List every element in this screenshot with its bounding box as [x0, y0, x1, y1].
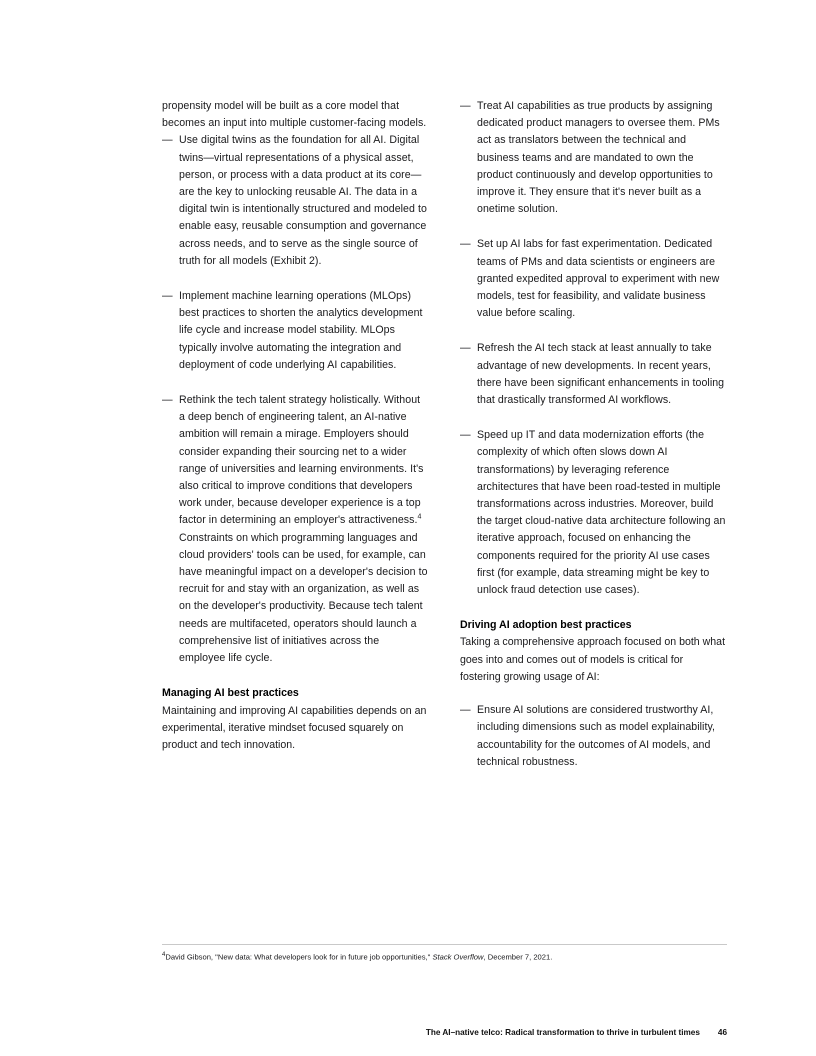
section-body-driving-ai-adoption: Taking a comprehensive approach focused on both what goes into and comes out of models is critical for fostering growing usage of AI: — [460, 636, 726, 683]
footnote-text-before: David Gibson, "New data: What developers look for in future job opportunities," — [165, 952, 433, 962]
footer-title: The AI–native telco: Radical transformation to thrive in turbulent times — [425, 1028, 700, 1037]
section-body-managing-ai: Maintaining and improving AI capabilities depends on an experimental, iterative mindset focused squarely on product and tech innovation. — [162, 704, 427, 751]
list-item — [460, 236, 726, 322]
two-column-body — [162, 98, 727, 789]
list-item-text: Set up AI labs for fast experimentation. Dedicated teams of PMs and data scientists or engineers are granted expedited approval to experiment with new models, test for feasibility, and validate business value before scaling. — [477, 238, 720, 320]
list-item-text: Speed up IT and data modernization efforts (the complexity of which often slows down AI transformations) by leveraging reference architectures that have been road-tested in multiple transformations across industries. Moreover, build the target cloud-native data architecture following an iterative approach, focused on enhancing the components required for the priority AI use cases first (for example, data streaming might be key to unlock fraud detection use cases). — [477, 429, 726, 597]
list-item-text: Implement machine learning operations (MLOps) best practices to shorten the analytics development life cycle and increase model stability. MLOps typically involve automating the integration and deployment of code underlying AI capabilities. — [179, 290, 423, 371]
footnote-marker: 4 — [162, 952, 166, 958]
left-column — [162, 98, 428, 789]
list-item — [460, 98, 726, 218]
footnote-text-after: , December 7, 2021. — [483, 952, 553, 962]
bullet-dash: — — [460, 238, 471, 251]
right-column — [460, 98, 726, 789]
list-item — [460, 702, 726, 771]
list-item — [162, 288, 428, 374]
list-item — [162, 132, 428, 270]
section-heading-driving-ai-adoption: Driving AI adoption best practices — [460, 619, 632, 632]
list-item — [460, 340, 726, 409]
bullet-dash: — — [162, 290, 173, 303]
bullet-dash: — — [460, 342, 471, 355]
page-footer — [162, 1028, 727, 1037]
bullet-dash: — — [460, 429, 471, 442]
list-item — [162, 392, 428, 667]
continuation-paragraph: propensity model will be built as a core model that becomes an input into multiple customer-facing models. — [162, 100, 427, 130]
bullet-dash: — — [460, 100, 471, 112]
list-item-text-part-one: Rethink the tech talent strategy holistically. Without a deep bench of engineering talent, an AI-native ambition will remain a mirage. Employers should consider expanding their sourcing net to a wider range of universities and learning environments. It's also critical to improve conditions that developers work under, because developer experience is a top factor in determining an employer's attractiveness. — [179, 394, 424, 527]
list-item-text: Use digital twins as the foundation for all AI. Digital twins—virtual representations of a physical asset, person, or process with a data product at its core—are the key to unlocking reusable AI. The data in a digital twin is intentionally structured and modeled to enable easy, reusable consumption and governance across needs, and to serve as the single source of truth for all models (Exhibit 2). — [179, 134, 427, 267]
bullet-dash: — — [460, 704, 471, 717]
footnote-source-title: Stack Overflow — [432, 952, 484, 962]
bullet-dash: — — [162, 394, 173, 407]
list-item-text: Refresh the AI tech stack at least annually to take advantage of new developments. In recent years, there have been significant enhancements in tooling that drastically transformed AI workflows. — [477, 342, 725, 407]
list-item-text: Ensure AI solutions are considered trustworthy AI, including dimensions such as model explainability, accountability for the outcomes of AI models, and technical robustness. — [477, 704, 715, 768]
footnote-divider — [162, 944, 727, 945]
list-item-text-part-two: Constraints on which programming languages and cloud providers' tools can be used, for example, can have meaningful impact on a developer's decision to recruit for and stay with an organization, as well as on the developer's productivity. Because tech talent needs are multifaceted, operators should launch a comprehensive list of initiatives across the employee life cycle. — [179, 531, 428, 665]
list-item — [460, 427, 726, 599]
section-heading-managing-ai: Managing AI best practices — [162, 687, 299, 700]
page-number: 46 — [717, 1028, 727, 1037]
list-item-text: Treat AI capabilities as true products by assigning dedicated product managers to oversee them. PMs act as translators between the technical and business teams and are mandated to own the product continuously and develop opportunities to improve it. They ensure that it's never built as a onetime solution. — [477, 100, 720, 216]
footnote-reference: 4 — [417, 513, 422, 521]
list-item-text — [179, 392, 428, 667]
bullet-dash: — — [162, 134, 173, 147]
footnote — [162, 950, 727, 963]
